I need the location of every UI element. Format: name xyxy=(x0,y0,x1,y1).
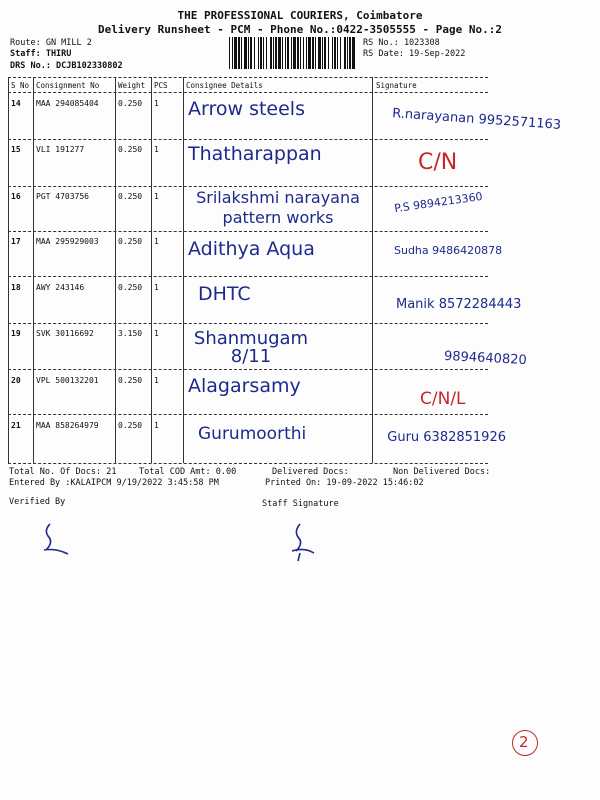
row-signature: P.S 9894213360 xyxy=(393,189,484,216)
barcode-bar xyxy=(282,37,283,69)
route-label: Route: GN MILL 2 xyxy=(10,38,92,48)
rs-date: RS Date: 19-Sep-2022 xyxy=(363,49,466,59)
row-weight: 3.150 xyxy=(118,329,143,338)
column-divider xyxy=(8,77,9,463)
row-sno: 19 xyxy=(11,329,21,338)
entered-by: Entered By :KALAIPCM 9/19/2022 3:45:58 PM xyxy=(9,478,219,488)
barcode-bar xyxy=(332,37,333,69)
barcode-bar xyxy=(303,37,304,69)
row-consignee: Gurumoorthi xyxy=(198,424,307,444)
column-divider xyxy=(151,77,152,463)
row-weight: 0.250 xyxy=(118,376,143,385)
barcode-bar xyxy=(278,37,281,69)
barcode-bar xyxy=(232,37,233,69)
table-header-rule xyxy=(8,92,488,93)
row-weight: 0.250 xyxy=(118,192,143,201)
barcode-bar xyxy=(328,37,329,69)
barcode-bar xyxy=(263,37,264,69)
col-header-signature: Signature xyxy=(376,81,417,90)
staff-signature-mark xyxy=(284,521,320,563)
row-divider xyxy=(8,139,488,140)
col-header-sno: S No xyxy=(11,81,30,90)
row-signature: Sudha 9486420878 xyxy=(394,244,503,257)
runsheet-subtitle: Delivery Runsheet - PCM - Phone No.:0422-3505555 - Page No.:2 xyxy=(98,23,502,36)
row-pcs: 1 xyxy=(154,421,159,430)
row-consignee: Alagarsamy xyxy=(188,375,301,397)
row-sno: 17 xyxy=(11,237,21,246)
row-pcs: 1 xyxy=(154,99,159,108)
barcode-bar xyxy=(291,37,292,69)
delivered-docs: Delivered Docs: xyxy=(272,467,349,477)
row-sno: 21 xyxy=(11,421,21,430)
total-docs: Total No. Of Docs: 21 xyxy=(9,467,117,477)
staff-signature-label: Staff Signature xyxy=(262,499,339,509)
row-pcs: 1 xyxy=(154,192,159,201)
row-consignment: VPL 500132201 xyxy=(36,376,99,385)
barcode-bar xyxy=(349,37,351,69)
row-signature: Guru 6382851926 xyxy=(387,430,506,445)
barcode-bar xyxy=(300,37,301,69)
barcode-bar xyxy=(270,37,272,69)
barcode-bar xyxy=(347,37,348,69)
row-consignment: PGT 4703756 xyxy=(36,192,89,201)
barcode-bar xyxy=(254,37,255,69)
barcode-bar xyxy=(352,37,355,69)
verifier-signature-mark xyxy=(38,520,74,562)
row-divider xyxy=(8,369,488,370)
barcode-bar xyxy=(306,37,307,69)
row-pcs: 1 xyxy=(154,329,159,338)
col-header-consignment: Consignment No xyxy=(36,81,100,90)
row-divider xyxy=(8,276,488,277)
barcode-bar xyxy=(285,37,286,69)
row-sno: 16 xyxy=(11,192,21,201)
barcode-bar xyxy=(273,37,274,69)
row-divider xyxy=(8,414,488,415)
barcode-bar xyxy=(287,37,289,69)
col-header-pcs: PCS xyxy=(154,81,168,90)
row-consignee: Thatharappan xyxy=(188,143,322,165)
barcode-bar xyxy=(293,37,296,69)
row-consignee: Adithya Aqua xyxy=(188,238,315,260)
company-title: THE PROFESSIONAL COURIERS, Coimbatore xyxy=(177,9,423,22)
row-signature: 9894640820 xyxy=(443,348,528,369)
row-divider xyxy=(8,186,488,187)
row-divider xyxy=(8,231,488,232)
barcode-bar xyxy=(275,37,277,69)
row-consignment: MAA 294085404 xyxy=(36,99,99,108)
barcode-image xyxy=(229,37,356,69)
row-consignment: SVK 30116692 xyxy=(36,329,94,338)
row-weight: 0.250 xyxy=(118,421,143,430)
row-consignee: DHTC xyxy=(198,283,251,305)
barcode-bar xyxy=(337,37,338,69)
row-consignee: Srilakshmi narayana pattern works xyxy=(196,188,360,227)
column-divider xyxy=(33,77,34,463)
row-pcs: 1 xyxy=(154,145,159,154)
row-signature: C/N/L xyxy=(420,389,466,409)
barcode-bar xyxy=(248,37,249,69)
row-consignee: Shanmugam 8/11 xyxy=(193,328,309,367)
row-sno: 14 xyxy=(11,99,21,108)
barcode-bar xyxy=(315,37,316,69)
barcode-bar xyxy=(244,37,247,69)
column-divider xyxy=(372,77,373,463)
barcode-bar xyxy=(312,37,314,69)
verified-by-label: Verified By xyxy=(9,497,66,507)
barcode-bar xyxy=(241,37,242,69)
column-divider xyxy=(115,77,116,463)
row-signature: C/N xyxy=(418,150,458,175)
row-signature: R.narayanan 9952571163 xyxy=(391,106,562,133)
barcode-bar xyxy=(234,37,237,69)
row-consignee: Arrow steels xyxy=(188,98,305,120)
barcode-bar xyxy=(308,37,311,69)
barcode-bar xyxy=(324,37,326,69)
row-weight: 0.250 xyxy=(118,283,143,292)
barcode-bar xyxy=(229,37,230,69)
row-sno: 20 xyxy=(11,376,21,385)
row-sno: 15 xyxy=(11,145,21,154)
total-cod: Total COD Amt: 0.00 xyxy=(139,467,237,477)
barcode-bar xyxy=(318,37,321,69)
row-sno: 18 xyxy=(11,283,21,292)
barcode-bar xyxy=(297,37,299,69)
row-pcs: 1 xyxy=(154,376,159,385)
non-delivered-docs: Non Delivered Docs: xyxy=(393,467,491,477)
row-weight: 0.250 xyxy=(118,237,143,246)
barcode-bar xyxy=(322,37,323,69)
barcode-bar xyxy=(238,37,240,69)
row-divider xyxy=(8,323,488,324)
barcode-bar xyxy=(250,37,252,69)
table-bottom-rule xyxy=(8,463,488,464)
row-consignment: MAA 295929003 xyxy=(36,237,99,246)
page-mark-number: 2 xyxy=(519,733,529,751)
barcode-bar xyxy=(340,37,341,69)
col-header-weight: Weight xyxy=(118,81,146,90)
row-pcs: 1 xyxy=(154,237,159,246)
barcode-bar xyxy=(260,37,262,69)
drs-number: DRS No.: DCJB102330802 xyxy=(10,61,123,71)
col-header-consignee: Consignee Details xyxy=(186,81,263,90)
barcode-bar xyxy=(258,37,259,69)
barcode-bar xyxy=(334,37,336,69)
barcode-bar xyxy=(344,37,346,69)
table-top-rule xyxy=(8,77,488,78)
column-divider xyxy=(183,77,184,463)
row-signature: Manik 8572284443 xyxy=(396,297,522,312)
row-weight: 0.250 xyxy=(118,99,143,108)
row-consignment: MAA 858264979 xyxy=(36,421,99,430)
staff-label: Staff: THIRU xyxy=(10,49,72,59)
printed-on: Printed On: 19-09-2022 15:46:02 xyxy=(265,478,424,488)
row-consignment: VLI 191277 xyxy=(36,145,85,154)
row-pcs: 1 xyxy=(154,283,159,292)
row-consignment: AWY 243146 xyxy=(36,283,85,292)
row-weight: 0.250 xyxy=(118,145,143,154)
barcode-bar xyxy=(266,37,267,69)
rs-number: RS No.: 1023308 xyxy=(363,38,440,48)
